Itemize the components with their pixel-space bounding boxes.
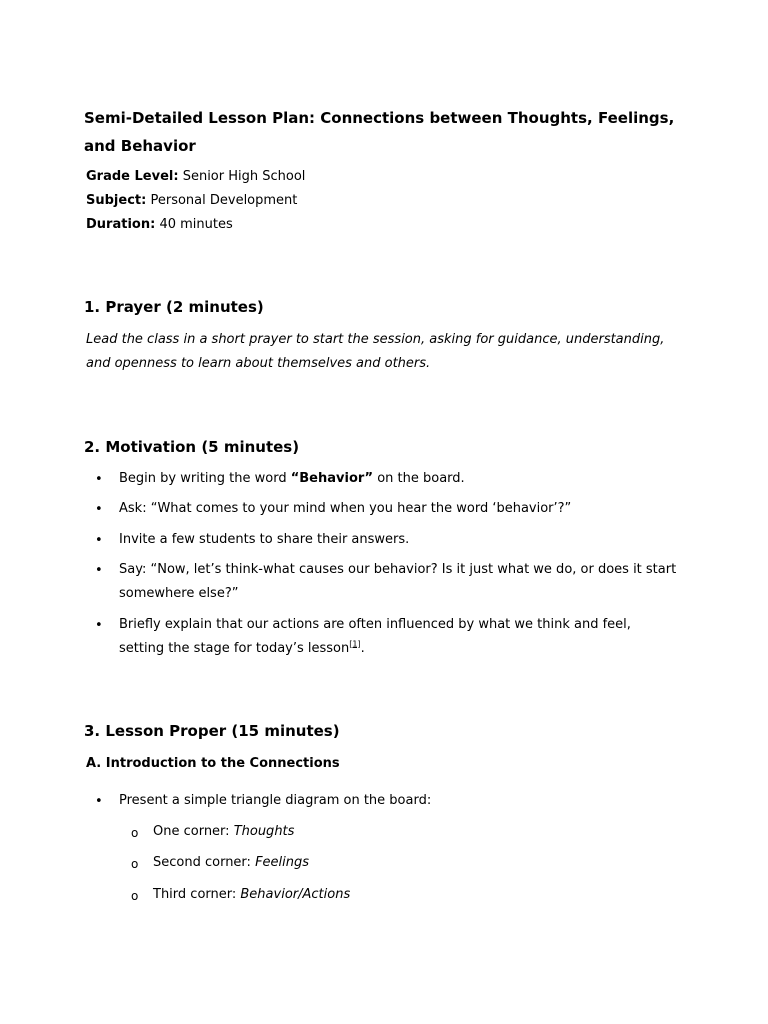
bullet-marker: •: [95, 472, 103, 487]
list-item: [119, 613, 679, 660]
bullet-marker: •: [95, 502, 103, 517]
bullet-marker: •: [95, 794, 103, 809]
subject-value: Personal Development: [150, 193, 298, 208]
bullet-marker: •: [95, 533, 103, 548]
sub-bullet-marker: o: [131, 889, 139, 903]
duration-line: [86, 217, 233, 233]
list-item: Present a simple triangle diagram on the board:: [119, 793, 432, 808]
corner-label: Third corner:: [153, 887, 241, 902]
list-item-text: Briefly explain that our actions are often influenced by what we think and feel, setting the stage for today’s lesson: [119, 617, 631, 656]
subject-line: [86, 193, 297, 209]
corner-value: Thoughts: [233, 824, 295, 839]
sub-list-item: [153, 855, 309, 871]
list-item: Invite a few students to share their answers.: [119, 532, 410, 547]
bullet-marker: •: [95, 563, 103, 578]
corner-label: One corner:: [153, 824, 234, 839]
corner-value: Feelings: [255, 855, 310, 870]
sub-list-item: [153, 824, 294, 840]
footnote-reference[interactable]: [1]: [349, 639, 361, 649]
list-item: [119, 467, 679, 491]
subject-label: Subject:: [86, 193, 147, 208]
list-item-text: on the board.: [373, 471, 465, 486]
grade-level-label: Grade Level:: [86, 169, 179, 184]
lesson-proper-heading: 3. Lesson Proper (15 minutes): [84, 722, 340, 740]
behavior-word: “Behavior”: [290, 471, 374, 486]
list-item-text: Begin by writing the word: [119, 471, 291, 486]
sub-list-item: [153, 887, 350, 903]
prayer-heading: 1. Prayer (2 minutes): [84, 298, 264, 316]
list-item-text: .: [360, 640, 365, 656]
duration-value: 40 minutes: [159, 217, 233, 232]
bullet-marker: •: [95, 618, 103, 633]
prayer-text: Lead the class in a short prayer to start the session, asking for guidance, understanding, and openness to learn about themselves and others.: [86, 332, 665, 371]
grade-level-line: [86, 169, 305, 185]
duration-label: Duration:: [86, 217, 156, 232]
document-title: Semi-Detailed Lesson Plan: Connections between Thoughts, Feelings, and Behavior: [84, 109, 675, 155]
list-item: Ask: “What comes to your mind when you hear the word ‘behavior’?”: [119, 501, 572, 516]
corner-label: Second corner:: [153, 855, 256, 870]
sub-bullet-marker: o: [131, 857, 139, 871]
motivation-heading: 2. Motivation (5 minutes): [84, 438, 300, 456]
list-item: Say: “Now, let’s think-what causes our behavior? Is it just what we do, or does it start somewhere else?”: [119, 562, 677, 601]
grade-level-value: Senior High School: [182, 169, 306, 184]
corner-value: Behavior/Actions: [240, 887, 351, 902]
sub-bullet-marker: o: [131, 826, 139, 840]
lesson-proper-subheading: A. Introduction to the Connections: [86, 756, 340, 771]
